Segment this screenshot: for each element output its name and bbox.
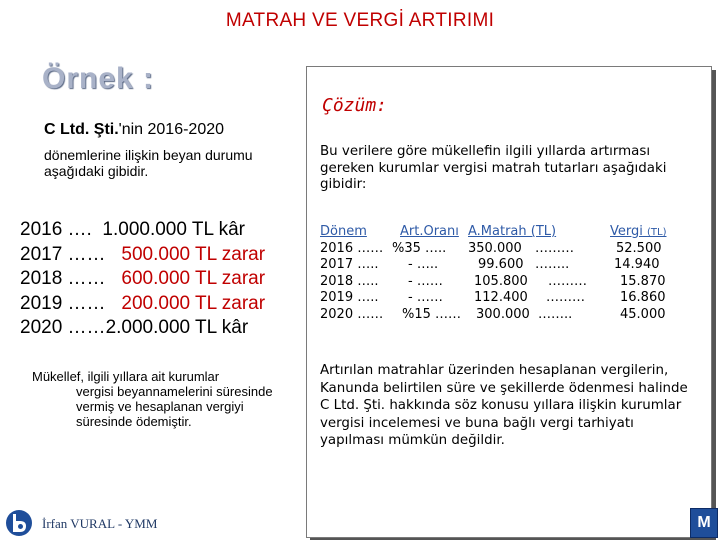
year-amount: 1.000.000 TL kâr (102, 219, 246, 240)
table-row: 2018 ….. - …… 105.800 ……… 15.870 (320, 273, 666, 289)
year-amount: 600.000 TL zarar (121, 268, 266, 289)
page-title: MATRAH VE VERGİ ARTIRIMI (225, 10, 495, 31)
col-donem: Dönem (320, 224, 367, 239)
solution-description: Bu verilere göre mükellefin ilgili yıllarda artırması gereken kurumlar vergisi matrah tutarları aşağıdaki gibidir: (320, 144, 667, 192)
year-amount: 200.000 TL zarar (121, 292, 266, 314)
col-vergi: Vergi (TL) (610, 224, 667, 239)
year-row: 2019 …… 200.000 TL zarar (20, 292, 266, 314)
left-conclusion: Mükellef, ilgili yıllara ait kurumlar vergisi beyannamelerini süresinde vermiş ve hesaplanan vergiyi süresinde ödemiştir. (32, 369, 273, 429)
col-oran: Art.Oranı (400, 224, 459, 239)
table-header (320, 224, 695, 241)
col-matrah: A.Matrah (TL) (468, 224, 557, 239)
year-row: 2016 …. 1.000.000 TL kâr (20, 219, 246, 240)
years-list (20, 218, 265, 341)
table-row: 2019 ….. - …… 112.400 ……… 16.860 (320, 290, 666, 305)
company-name: C Ltd. Şti. (44, 121, 119, 138)
solution-heading: Çözüm: (322, 95, 388, 116)
table-row: 2020 …… %15 …… 300.000 …….. 45.000 (320, 306, 666, 322)
year-amount: 500.000 TL zarar (121, 243, 266, 265)
year-row: 2020 ……2.000.000 TL kâr (20, 317, 249, 338)
company-period: 'nin 2016-2020 (118, 121, 225, 138)
table-row: 2016 …… %35 ….. 350.000 ……… 52.500 (320, 240, 662, 256)
intro-description: dönemlerine ilişkin beyan durumu aşağıdaki gibidir. (44, 147, 253, 179)
author-name: İrfan VURAL - YMM (42, 516, 158, 531)
year-row: 2018 …… 600.000 TL zarar (20, 268, 266, 289)
solution-closing: Artırılan matrahlar üzerinden hesaplanan vergilerin, Kanunda belirtilen süre ve şekillerde ödenmesi halinde C Ltd. Şti. hakkında söz konusu yıllara ilişkin kurumlar vergisi incelemesi ve buna bağlı vergi tarhiyatı yapılması mümkün değildir. (320, 363, 688, 448)
table-row: 2017 ….. - ….. 99.600 …….. 14.940 (320, 257, 660, 272)
year-row: 2017 …… 500.000 TL zarar (20, 243, 266, 265)
company-line (44, 121, 224, 139)
example-heading: Örnek : (42, 62, 155, 95)
author-logo-icon (4, 508, 34, 538)
increase-table (320, 224, 695, 323)
year-amount: 2.000.000 TL kâr (105, 317, 249, 338)
firm-logo-icon: M (690, 508, 718, 538)
